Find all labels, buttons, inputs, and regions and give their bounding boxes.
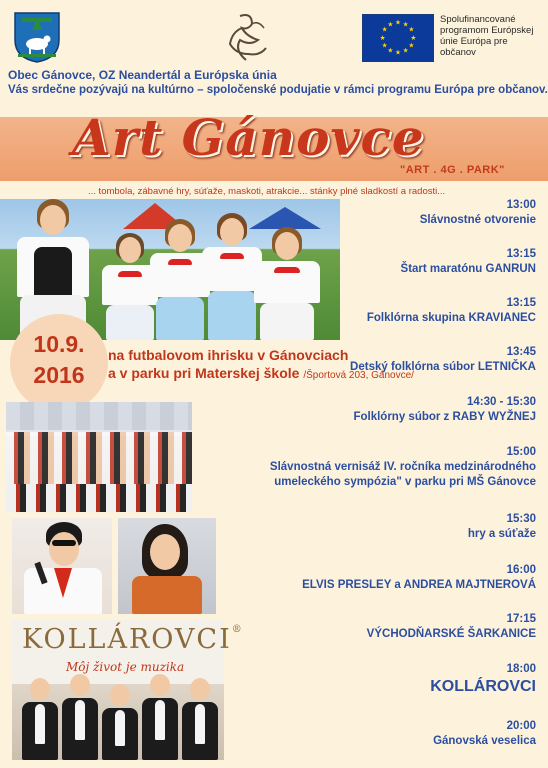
program-time: 17:15 xyxy=(506,613,536,625)
svg-text:★: ★ xyxy=(402,46,409,55)
program-item xyxy=(270,446,536,488)
attractions-line: ... tombola, zábavné hry, súťaže, maskoti, atrakcie... stánky plné sladkostí a radosti... xyxy=(88,186,446,197)
program-item xyxy=(302,564,536,591)
eu-cofunding-line: únie Európa pre xyxy=(440,36,508,47)
kollarovci-tagline: Môj život je muzika xyxy=(66,660,185,674)
svg-text:★: ★ xyxy=(408,25,415,34)
program-event: VÝCHODŇARSKÉ ŠARKANICE xyxy=(366,628,536,640)
event-subtitle: "ART . 4G . PARK" xyxy=(400,164,505,176)
program-event-continued: umeleckého sympózia" v parku pri MŠ Gánovce xyxy=(274,476,536,488)
svg-text:★: ★ xyxy=(395,48,401,57)
program-item xyxy=(350,346,536,373)
program-time: 13:45 xyxy=(506,346,536,358)
program-event: hry a súťaže xyxy=(467,528,536,540)
program-event: Slávnostné otvorenie xyxy=(419,214,536,226)
svg-text:★: ★ xyxy=(408,41,415,50)
venue-address: /Športová 203, Gánovce/ xyxy=(303,370,414,381)
folk-ensemble-photo xyxy=(6,402,192,512)
program-event: Slávnostná vernisáž IV. ročníka medzinárodného xyxy=(269,461,536,473)
program-time: 15:00 xyxy=(506,446,536,458)
program-item xyxy=(401,248,536,275)
kollarovci-logo xyxy=(22,624,244,655)
program-time: 15:30 xyxy=(506,513,536,525)
svg-text:★: ★ xyxy=(381,25,388,34)
registered-mark: ® xyxy=(231,624,244,635)
program-time: 13:15 xyxy=(506,297,536,309)
program-item xyxy=(420,199,536,226)
elvis-presley-photo xyxy=(12,518,112,614)
program-event: KOLLÁROVCI xyxy=(430,678,536,695)
svg-text:★: ★ xyxy=(395,18,401,27)
eu-flag-icon xyxy=(362,14,434,62)
band-member-figure xyxy=(22,678,58,760)
dancer-figure xyxy=(252,227,322,340)
band-member-figure xyxy=(182,678,218,760)
andrea-majtnerova-photo xyxy=(118,518,216,614)
program-time: 14:30 - 15:30 xyxy=(466,396,536,408)
eu-cofunding-line: programom Európskej xyxy=(440,25,534,36)
program-event: Detský folklórna súbor LETNIČKA xyxy=(350,361,536,373)
eu-cofunding-line: občanov xyxy=(440,47,476,58)
program-event: Gánovská veselica xyxy=(433,735,536,747)
invitation-line: Vás srdečne pozývajú na kultúrno – spoločenské podujatie v rámci programu Európa pre občanov. xyxy=(8,84,548,96)
eu-cofunding-text xyxy=(440,14,544,58)
svg-text:★: ★ xyxy=(381,41,388,50)
program-item xyxy=(353,396,536,423)
svg-text:★: ★ xyxy=(410,33,417,42)
program-item xyxy=(367,613,536,640)
band-member-figure xyxy=(142,674,178,760)
program-item xyxy=(468,513,536,540)
program-time: 13:00 xyxy=(506,199,536,211)
program-event: Folklórna skupina KRAVIANEC xyxy=(366,312,536,324)
venue-line-2-text: a v parku pri Materskej škole xyxy=(108,365,300,381)
program-event: ELVIS PRESLEY a ANDREA MAJTNEROVÁ xyxy=(302,579,536,591)
band-member-figure xyxy=(62,674,98,760)
program-event: Štart maratónu GANRUN xyxy=(400,263,536,275)
program-item xyxy=(367,297,536,324)
event-date-year: 2016 xyxy=(33,362,85,388)
eu-cofunding-line: Spolufinancované xyxy=(440,14,516,25)
venue-line-1: na futbalovom ihrisku v Gánovciach xyxy=(108,347,349,363)
neandertal-logo-icon xyxy=(222,10,272,68)
program-time: 18:00 xyxy=(506,663,536,675)
program-event: Folklórny súbor z RABY WYŽNEJ xyxy=(353,411,536,423)
band-member-figure xyxy=(102,684,138,760)
svg-text:★: ★ xyxy=(402,20,409,29)
program-item xyxy=(433,720,536,747)
program-time: 13:15 xyxy=(506,248,536,260)
svg-text:★: ★ xyxy=(379,33,386,42)
ganovce-coat-of-arms-icon xyxy=(12,10,62,64)
event-date-day: 10.9. xyxy=(33,331,85,357)
event-title: Art Gánovce xyxy=(72,108,425,167)
program-item xyxy=(430,663,536,696)
program-time: 20:00 xyxy=(506,720,536,732)
program-time: 16:00 xyxy=(506,564,536,576)
kollarovci-logo-text: KOLLÁROVCI xyxy=(22,624,232,655)
svg-text:★: ★ xyxy=(387,46,394,55)
organizers-line: Obec Gánovce, OZ Neandertál a Európska únia xyxy=(8,68,277,82)
svg-text:★: ★ xyxy=(387,20,394,29)
